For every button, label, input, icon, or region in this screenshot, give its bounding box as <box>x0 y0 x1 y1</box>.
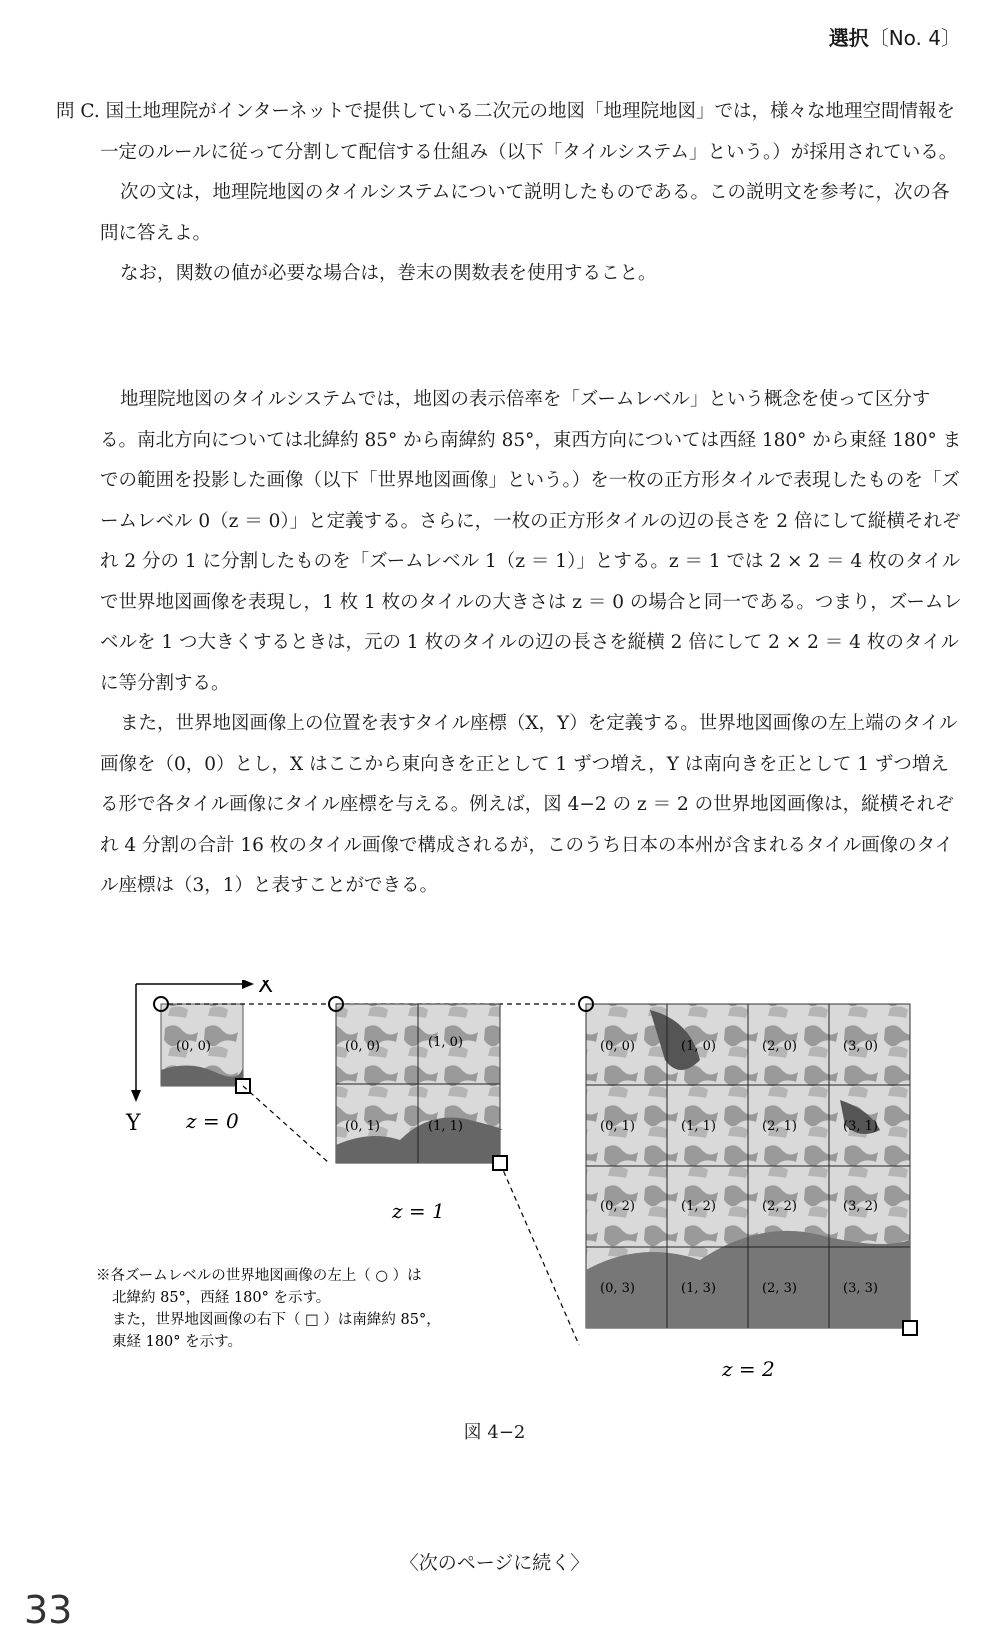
axis-x-label: X <box>258 980 274 998</box>
z1-label: z = 1 <box>392 1199 445 1223</box>
z2-tile-11: (3, 2) <box>843 1199 878 1214</box>
note-line-1: ※各ズームレベルの世界地図画像の左上（ ○ ）は <box>96 1268 422 1284</box>
z0-map <box>154 997 250 1133</box>
z2-tile-14: (2, 3) <box>762 1281 797 1296</box>
figure-caption: 図 4−2 <box>463 1422 526 1443</box>
explanation-para-2: また，世界地図画像上の位置を表すタイル座標（X，Y）を定義する。世界地図画像の左上端のタイル画像を（0，0）とし，X はここから東向きを正として 1 ずつ増え，Y は南向きを正として 1 ずつ増える形で各タイル画像にタイル座標を与える。例えば，図 4−2 の z ＝ 2 の世界地図画像は，縦横それぞれ 4 分割の合計 16 枚のタイル画像で構成されるが，このうち日本の本州が含まれるタイル画像のタイル座標は（3，1）と表すことができる。 <box>100 713 958 896</box>
z2-tile-7: (3, 1) <box>843 1119 878 1134</box>
note-line-2: 北緯約 85°，西経 180° を示す。 <box>112 1290 331 1306</box>
z2-tile-9: (1, 2) <box>681 1199 716 1214</box>
tile-diagram <box>0 980 989 1400</box>
z0-tile-label: (0, 0) <box>176 1039 211 1054</box>
figure-note <box>96 1267 441 1350</box>
note-line-3: また，世界地図画像の右下（ □ ）は南緯約 85°， <box>112 1312 441 1328</box>
header-select: 選択 <box>828 26 869 50</box>
bottom-right-square-icon <box>493 1156 507 1170</box>
z2-tile-13: (1, 3) <box>681 1281 716 1296</box>
z1-tile-2: (0, 1) <box>345 1119 380 1134</box>
axis-y-label: Y <box>126 1111 141 1136</box>
z2-tile-2: (2, 0) <box>762 1039 797 1054</box>
bottom-right-square-icon <box>903 1321 917 1335</box>
z0-label: z = 0 <box>186 1109 239 1133</box>
z1-tile-0: (0, 0) <box>345 1039 380 1054</box>
z2-tile-3: (3, 0) <box>843 1039 878 1054</box>
note-line-4: 東経 180° を示す。 <box>112 1334 242 1350</box>
z2-tile-1: (1, 0) <box>681 1039 716 1054</box>
z2-tile-4: (0, 1) <box>600 1119 635 1134</box>
question-intro: 問 C. 国土地理院がインターネットで提供している二次元の地図「地理院地図」では，様々な地理空間情報を一定のルールに従って分割して配信する仕組み（以下「タイルシステム」という。）が採用されている。 <box>56 101 958 163</box>
explanation-para-1: 地理院地図のタイルシステムでは，地図の表示倍率を「ズームレベル」という概念を使って区分する。南北方向については北緯約 85° から南緯約 85°，東西方向については西経 180° から東経 180° までの範囲を投影した画像（以下「世界地図画像」という。）を一枚の正方形タイルで表現したものを「ズームレベル 0（z ＝ 0）」と定義する。さらに，一枚の正方形タイルの辺の長さを 2 倍にして縦横それぞれ 2 分の 1 に分割したものを「ズームレベル 1（z ＝ 1）」とする。z ＝ 1 では 2 × 2 ＝ 4 枚のタイルで世界地図画像を表現し，1 枚 1 枚のタイルの大きさは z ＝ 0 の場合と同一である。つまり，ズームレベルを 1 つ大きくするときは，元の 1 枚のタイルの辺の長さを縦横 2 倍にして 2 × 2 ＝ 4 枚のタイルに等分割する。 <box>100 389 962 694</box>
explanation-text <box>100 380 966 907</box>
z2-tile-0: (0, 0) <box>600 1039 635 1054</box>
question-note: なお，関数の値が必要な場合は，巻末の関数表を使用すること。 <box>120 263 657 284</box>
z1-map <box>329 997 507 1223</box>
figure-4-2 <box>0 980 989 1400</box>
z2-tile-12: (0, 3) <box>600 1281 635 1296</box>
page-number: 33 <box>24 1588 73 1632</box>
z1-tile-3: (1, 1) <box>428 1119 463 1134</box>
z2-tile-6: (2, 1) <box>762 1119 797 1134</box>
z1-tile-1: (1, 0) <box>428 1035 463 1050</box>
z2-tile-8: (0, 2) <box>600 1199 635 1214</box>
z2-tile-15: (3, 3) <box>843 1281 878 1296</box>
page-header <box>829 22 961 51</box>
z2-tile-10: (2, 2) <box>762 1199 797 1214</box>
question-instruction: 次の文は，地理院地図のタイルシステムについて説明したものである。この説明文を参考に，次の各問に答えよ。 <box>100 182 950 244</box>
question-c <box>56 92 966 295</box>
header-number: 〔No. 4〕 <box>868 26 961 50</box>
continue-notice: 〈次のページに続く〉 <box>399 1552 590 1574</box>
z2-tile-5: (1, 1) <box>681 1119 716 1134</box>
z2-map <box>579 997 917 1381</box>
z2-label: z = 2 <box>722 1357 775 1381</box>
